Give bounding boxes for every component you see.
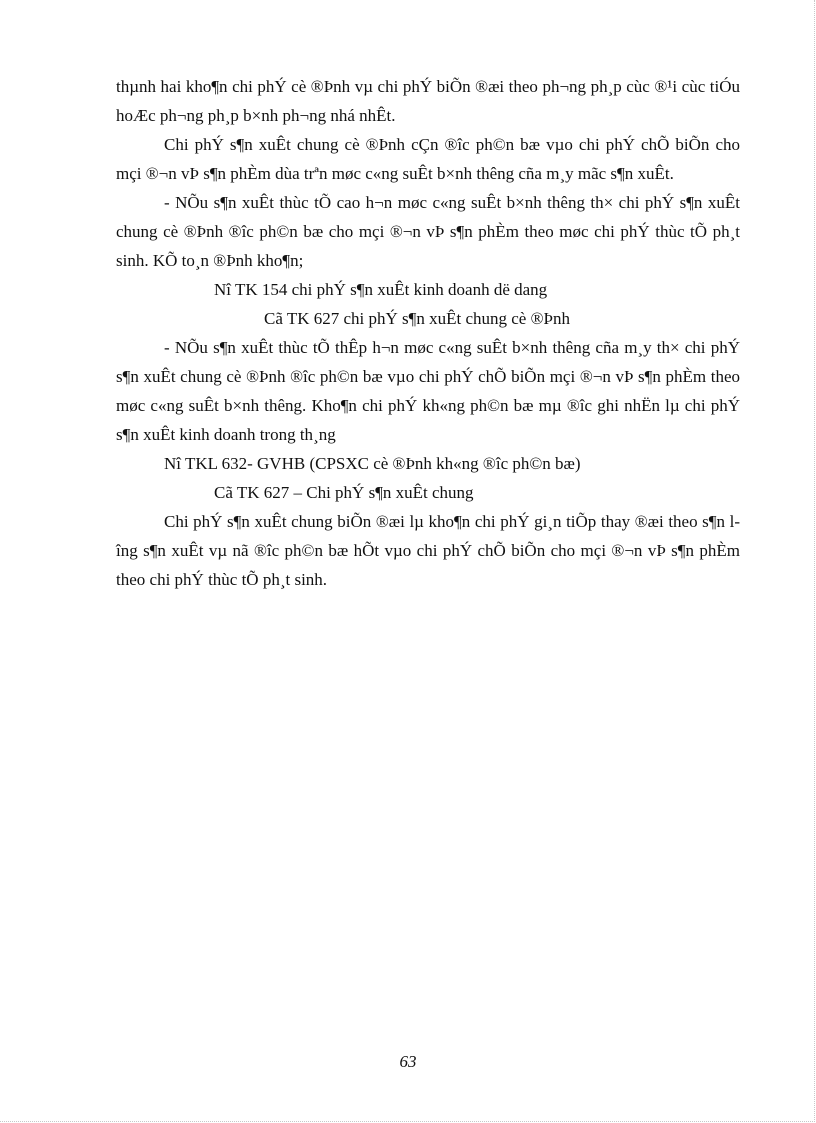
document-body: [116, 72, 740, 594]
paragraph-continuation: thµnh hai kho¶n chi phÝ cè ®Þnh vµ chi phÝ biÕn ®æi theo ph¬ng ph¸p cùc ®¹i cùc tiÓu hoÆc ph¬ng ph¸p b×nh ph¬ng nhá nhÊt.: [116, 77, 740, 125]
paragraph-below-capacity: - NÕu s¶n xuÊt thùc tÕ thÊp h¬n møc c«ng suÊt b×nh thêng cña m¸y th× chi phÝ s¶n xuÊt chung cè ®Þnh ®îc ph©n bæ vµo chi phÝ chÕ biÕn mçi ®¬n vÞ s¶n phÈm theo møc c«ng suÊt b×nh thêng. Kho¶n chi phÝ kh«ng ph©n bæ mµ ®îc ghi nhËn lµ chi phÝ s¶n xuÊt kinh doanh trong th¸ng: [116, 338, 740, 444]
paragraph-above-capacity: - NÕu s¶n xuÊt thùc tÕ cao h¬n møc c«ng suÊt b×nh thêng th× chi phÝ s¶n xuÊt chung cè ®Þnh ®îc ph©n bæ cho mçi ®¬n vÞ s¶n phÈm theo møc chi phÝ thùc tÕ ph¸t sinh. KÕ to¸n ®Þnh kho¶n;: [116, 193, 740, 270]
journal-entry-debit-632: Nî TKL 632- GVHB (CPSXC cè ®Þnh kh«ng ®îc ph©n bæ): [164, 454, 581, 473]
paragraph-fixed-overhead: Chi phÝ s¶n xuÊt chung cè ®Þnh cÇn ®îc ph©n bæ vµo chi phÝ chÕ biÕn cho mçi ®¬n vÞ s¶n phÈm dùa trªn møc c«ng suÊt b×nh thêng cña m¸y mãc s¶n xuÊt.: [116, 135, 740, 183]
paragraph-variable-overhead: Chi phÝ s¶n xuÊt chung biÕn ®æi lµ kho¶n chi phÝ gi¸n tiÕp thay ®æi theo s¶n lîng s¶n xuÊt vµ nã ®îc ph©n bæ hÕt vµo chi phÝ chÕ biÕn cho mçi ®¬n vÞ s¶n phÈm theo chi phÝ thùc tÕ ph¸t sinh.: [116, 512, 740, 589]
page-number: 63: [399, 1052, 417, 1071]
journal-entry-credit-627-general: Cã TK 627 – Chi phÝ s¶n xuÊt chung: [214, 483, 474, 502]
journal-entry-credit-627: Cã TK 627 chi phÝ s¶n xuÊt chung cè ®Þnh: [264, 309, 570, 328]
journal-entry-debit-154: Nî TK 154 chi phÝ s¶n xuÊt kinh doanh dë dang: [214, 280, 548, 299]
